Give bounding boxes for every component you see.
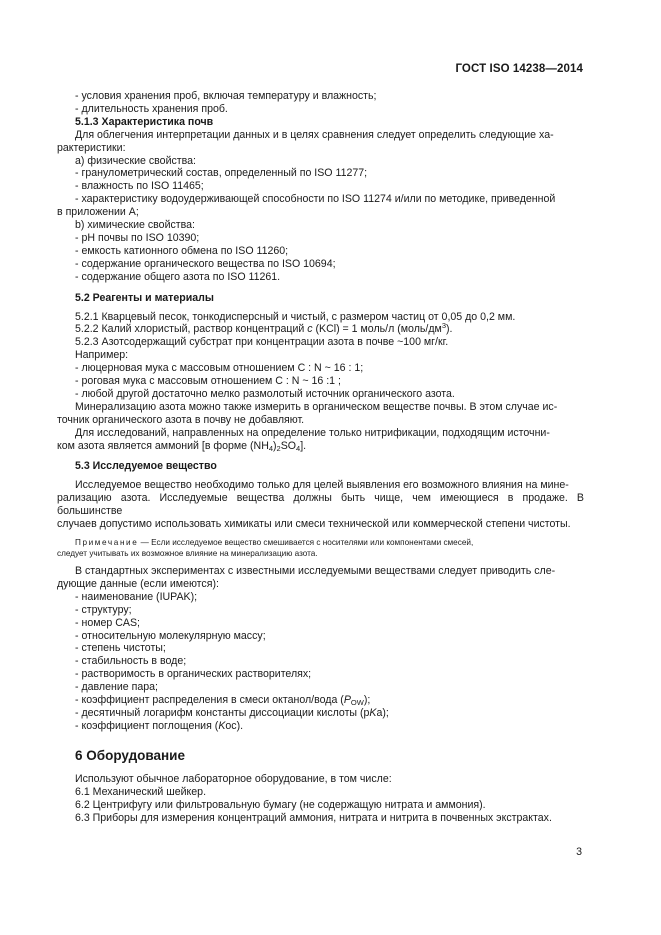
note-line: следует учитывать их возможное влияние на минерализацию азота. (57, 549, 318, 558)
list-item: - десятичный логарифм константы диссоциации кислоты (pKa); (75, 706, 389, 719)
paragraph-line: рализацию азота. Исследуемые вещества должны быть чище, чем имеющиеся в продаже. В большинстве (57, 492, 584, 518)
paragraph-line: Например: (75, 349, 129, 362)
paragraph-line: 5.2.3 Азотсодержащий субстрат при концентрации азота в почве ~100 мг/кг. (75, 336, 449, 349)
paragraph-line: точник органического азота в почву не добавляют. (57, 413, 305, 426)
list-item: - длительность хранения проб. (75, 102, 228, 115)
list-item: - коэффициент распределения в смеси октанол/вода $(P_{OW})$; (75, 694, 371, 708)
page-content (57, 90, 584, 824)
paragraph-line: 6.1 Механический шейкер. (75, 785, 207, 798)
paragraph-line: 5.2.1 Кварцевый песок, тонкодисперсный и чистый, с размером частиц от 0,05 до 0,2 мм. (75, 310, 516, 323)
section-heading-6: 6 Оборудование (75, 747, 185, 763)
list-item: - коэффициент поглощения (Koc). (75, 719, 244, 732)
list-item: - структуру; (75, 603, 132, 616)
paragraph-line: Исследуемое вещество необходимо только для целей выявления его возможного влияния на мине- (75, 479, 569, 492)
section-heading-5-3: 5.3 Исследуемое вещество (75, 460, 217, 473)
list-item: - любой другой достаточно мелко размолотый источник органического азота. (75, 387, 455, 400)
list-item: - влажность по ISO 11465; (75, 180, 204, 193)
note-line: Примечание — Если исследуемое вещество смешивается с носителями или компонентами смесей, (75, 538, 474, 547)
paragraph-line: 6.2 Центрифугу или фильтровальную бумагу (не содержащую нитрата и аммония). (75, 798, 486, 811)
paragraph-line: В стандартных экспериментах с известными исследуемыми веществами следует приводить сле- (75, 565, 556, 577)
list-item: - содержание органического вещества по ISO 10694; (75, 257, 336, 270)
paragraph-line: случаев допустимо использовать химикаты или смеси технической или коммерческой степени чистоты. (57, 518, 571, 531)
list-item: - номер CAS; (75, 616, 140, 629)
list-item: - наименование (IUPAK); (75, 590, 198, 603)
list-item-continuation: в приложении А; (57, 206, 139, 219)
page-number: 3 (576, 846, 582, 858)
paragraph-line: Используют обычное лабораторное оборудование, в том числе: (75, 772, 392, 785)
list-item: - емкость катионного обмена по ISO 11260; (75, 244, 289, 257)
paragraph-line: ком азота является аммоний [в форме $(NH_4)_2SO_4$]. (57, 439, 307, 453)
section-heading-5-1-3: 5.1.3 Характеристика почв (75, 115, 214, 128)
list-heading: b) химические свойства: (75, 219, 195, 232)
list-item: - pH почвы по ISO 10390; (75, 231, 200, 244)
list-item: - гранулометрический состав, определенный по ISO 11277; (75, 167, 368, 180)
list-item: - содержание общего азота по ISO 11261. (75, 270, 281, 283)
list-item: - стабильность в воде; (75, 655, 187, 668)
paragraph-line: 5.2.2 Калий хлористый, раствор концентраций c (KCl) = 1 моль/л $(моль/дм^3)$. (75, 321, 453, 336)
paragraph-line: дующие данные (если имеются): (57, 577, 219, 590)
list-heading: a) физические свойства: (75, 154, 196, 167)
list-item: - давление пара; (75, 681, 158, 694)
paragraph-line: Для облегчения интерпретации данных и в целях сравнения следует определить следующие ха- (75, 128, 554, 141)
section-heading-5-2: 5.2 Реагенты и материалы (75, 291, 214, 304)
list-item: - относительную молекулярную массу; (75, 629, 266, 642)
list-item: - степень чистоты; (75, 642, 166, 655)
paragraph-line: рактеристики: (57, 141, 126, 154)
document-code: ГОСТ ISO 14238—2014 (455, 63, 583, 75)
paragraph-line: Минерализацию азота можно также измерить в органическом веществе почвы. В этом случае ис- (75, 400, 558, 413)
list-item: - растворимость в органических растворителях; (75, 668, 312, 681)
paragraph-line: 6.3 Приборы для измерения концентраций аммония, нитрата и нитрита в почвенных экстрактах. (75, 811, 552, 824)
note-label: Примечание (75, 538, 139, 547)
paragraph-line: Для исследований, направленных на определение только нитрификации, подходящим источни- (75, 426, 550, 439)
list-item: - роговая мука с массовым отношением C : N ~ 16 :1 ; (75, 375, 341, 388)
list-item: - условия хранения проб, включая температуру и влажность; (75, 90, 377, 102)
list-item: - характеристику водоудерживающей способности по ISO 11274 и/или по методике, приведенной (75, 193, 556, 206)
list-item: - люцерновая мука с массовым отношением C : N ~ 16 : 1; (75, 362, 364, 375)
